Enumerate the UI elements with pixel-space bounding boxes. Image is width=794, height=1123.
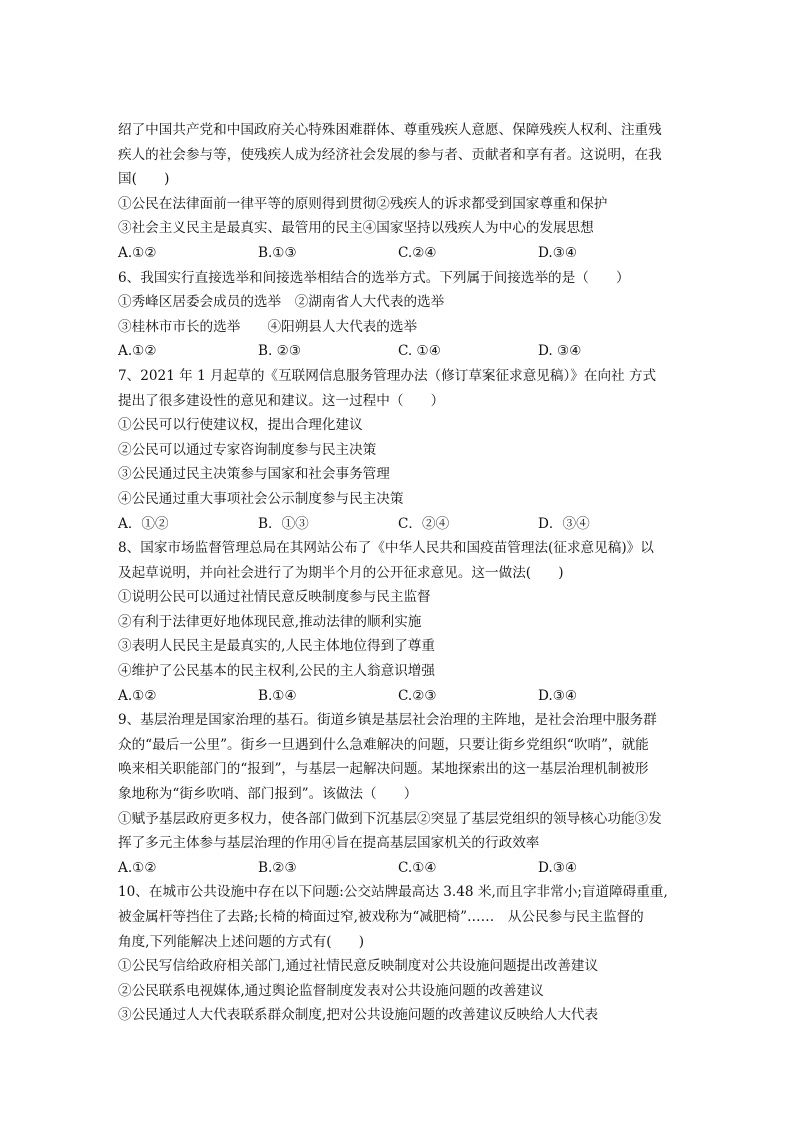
question-6 [118, 266, 684, 364]
question-5 [118, 118, 684, 266]
statement-line: 挥了多元主体参与基层治理的作用④旨在提高基层国家机关的行政效率 [118, 835, 540, 852]
question-stem-line: 9、基层治理是国家治理的基石。街道乡镇是基层社会治理的主阵地，是社会治理中服务群 [118, 712, 657, 729]
answer-options [118, 684, 684, 709]
option-b: B. ②③ [258, 343, 302, 360]
option-c: C.②④ [398, 244, 437, 261]
question-stem-line: 国( ) [118, 171, 170, 188]
option-b: B.②③ [258, 859, 297, 876]
option-a: A．①② [118, 515, 169, 532]
option-c: C.①④ [398, 859, 437, 876]
question-stem-line: 被金属杆等挡住了去路;长椅的椅面过窄,被戏称为“减肥椅”…… 从公民参与民主监督的 [118, 909, 644, 925]
question-stem-line: 角度,下列能解决上述问题的方式有( ) [118, 933, 365, 950]
answer-options [118, 856, 684, 881]
statement-line: ②有利于法律更好地体现民意,推动法律的顺利实施 [118, 613, 422, 630]
question-10 [118, 880, 684, 1028]
statement-line: ③表明人民民主是最真实的,人民主体地位得到了尊重 [118, 638, 435, 655]
option-d: D.③④ [538, 687, 578, 704]
question-stem-line: 10、在城市公共设施中存在以下问题:公交站牌最高达 3.48 米,而且字非常小;盲道障碍重重, [118, 884, 668, 901]
answer-options [118, 512, 684, 537]
statement-line: ③桂林市市长的选举 ④阳朔县人大代表的选举 [118, 318, 418, 335]
question-7 [118, 364, 684, 536]
option-c: C. ①④ [398, 343, 441, 360]
exam-page [118, 118, 684, 1028]
question-stem-line: 疾人的社会参与等，使残疾人成为经济社会发展的参与者、贡献者和享有者。这说明，在我 [118, 146, 662, 163]
statement-line: ①赋予基层政府更多权力，使各部门做到下沉基层②突显了基层党组织的领导核心功能③发 [118, 810, 662, 827]
statement-line: ②公民联系电视媒体,通过舆论监督制度发表对公共设施问题的改善建议 [118, 982, 544, 999]
statement-line: ④维护了公民基本的民主权利,公民的主人翁意识增强 [118, 663, 435, 680]
option-a: A.①② [118, 244, 157, 261]
option-b: B.①③ [258, 244, 297, 261]
option-d: D.③④ [538, 244, 578, 261]
option-a: A.①② [118, 343, 157, 360]
statement-line: ②公民可以通过专家咨询制度参与民主决策 [118, 441, 377, 458]
option-c: C.②③ [398, 687, 437, 704]
statement-line: ①公民可以行使建议权，提出合理化建议 [118, 417, 363, 434]
question-stem-line: 6、我国实行直接选举和间接选举相结合的选举方式。下列属于间接选举的是（ ） [118, 269, 630, 286]
statement-line: ①秀峰区居委会成员的选举 ②湖南省人大代表的选举 [118, 294, 445, 311]
option-d: D. ③④ [538, 343, 582, 360]
statement-line: ③公民通过民主决策参与国家和社会事务管理 [118, 466, 390, 483]
question-stem-line: 7、2021 年 1 月起草的《互联网信息服务管理办法（修订草案征求意见稿）》在向社 方式 [118, 367, 657, 384]
statement-line: ③公民通过人大代表联系群众制度,把对公共设施问题的改善建议反映给人大代表 [118, 1007, 599, 1024]
statement-line: ①公民写信给政府相关部门,通过社情民意反映制度对公共设施问题提出改善建议 [118, 958, 599, 975]
answer-options [118, 241, 684, 266]
option-c: C．②④ [398, 515, 450, 532]
question-stem-line: 提出了很多建设性的意见和建议。这一过程中（ ） [118, 392, 445, 409]
question-stem-line: 众的“最后一公里”。街乡一旦遇到什么急难解决的问题，只要让街乡党组织“吹哨”，就能 [118, 736, 649, 753]
statement-line: ④公民通过重大事项社会公示制度参与民主决策 [118, 490, 404, 507]
question-stem-line: 唤来相关职能部门的“报到”，与基层一起解决问题。某地探索出的这一基层治理机制被形 [118, 761, 649, 778]
question-9 [118, 708, 684, 880]
option-b: B.①④ [258, 687, 297, 704]
option-d: D．③④ [538, 515, 590, 532]
question-8 [118, 536, 684, 708]
answer-options [118, 339, 684, 364]
question-stem-line: 8、国家市场监督管理总局在其网站公布了《中华人民共和国疫苗管理法(征求意见稿)》以 [118, 540, 654, 557]
option-d: D.③④ [538, 859, 578, 876]
question-stem-line: 象地称为“街乡吹哨、部门报到”。该做法（ ） [118, 786, 418, 803]
question-stem-line: 绍了中国共产党和中国政府关心特殊困难群体、尊重残疾人意愿、保障残疾人权利、注重残 [118, 122, 662, 138]
option-a: A.①② [118, 859, 157, 876]
statement-line: ①说明公民可以通过社情民意反映制度参与民主监督 [118, 589, 431, 606]
statement-line: ③社会主义民主是最真实、最管用的民主④国家坚持以残疾人为中心的发展思想 [118, 220, 594, 237]
option-b: B．①③ [258, 515, 309, 532]
statement-line: ①公民在法律面前一律平等的原则得到贯彻②残疾人的诉求都受到国家尊重和保护 [118, 195, 608, 212]
option-a: A.①② [118, 687, 157, 704]
question-stem-line: 及起草说明，并向社会进行了为期半个月的公开征求意见。这一做法( ) [118, 564, 564, 581]
